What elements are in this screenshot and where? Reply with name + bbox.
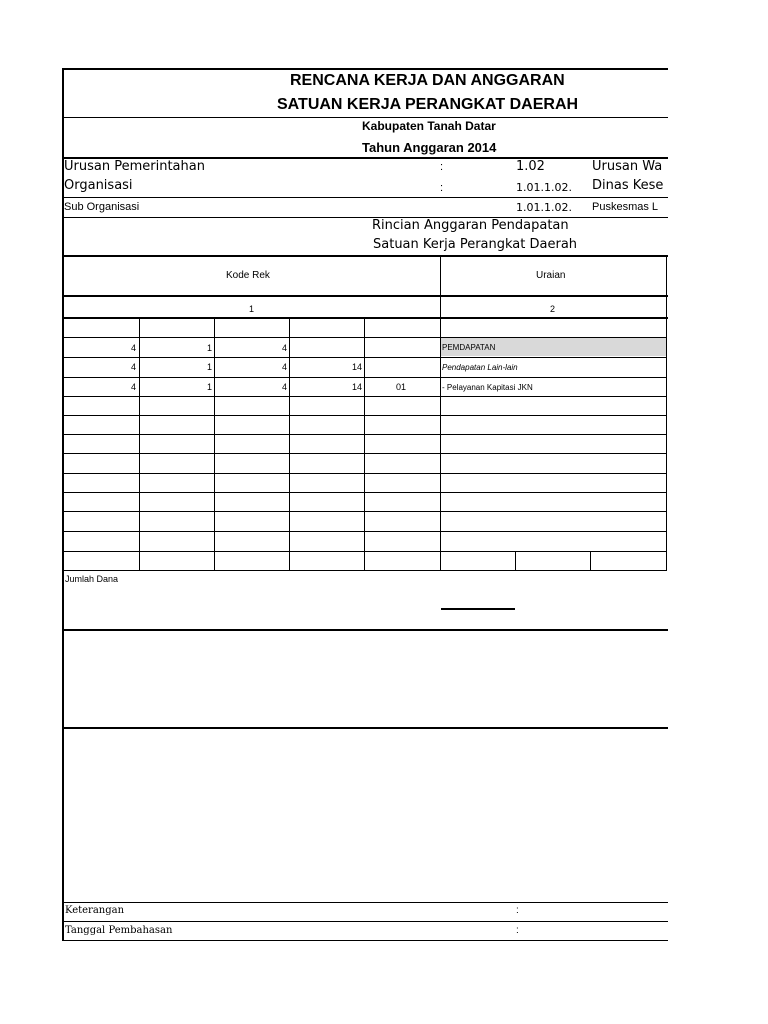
organisasi-code: 1.01.1.02.	[516, 181, 572, 194]
row2-uraian: Pendapatan Lain-lain	[442, 363, 518, 372]
urusan-colon: :	[440, 161, 444, 173]
row3-uraian: - Pelayanan Kapitasi JKN	[442, 383, 533, 392]
organisasi-colon: :	[440, 182, 444, 194]
section-divider	[62, 727, 668, 729]
kabupaten-text: Kabupaten Tanah Datar	[362, 119, 496, 133]
organisasi-name: Dinas Kese	[592, 178, 664, 193]
row3-k4: 14	[351, 382, 362, 392]
row1-k1: 4	[130, 343, 136, 353]
top-border	[62, 68, 668, 70]
tahun-anggaran-text: Tahun Anggaran 2014	[362, 140, 497, 155]
grid-col-line	[364, 318, 365, 571]
grid-col-line	[515, 551, 516, 571]
col-number-kode: 1	[249, 304, 255, 314]
row1-k2: 1	[206, 343, 212, 353]
divider	[62, 197, 668, 198]
rincian-line1: Rincian Anggaran Pendapatan	[372, 218, 569, 233]
section-divider	[62, 629, 668, 631]
divider	[62, 217, 668, 218]
table-top-border	[62, 255, 668, 257]
row3-k3: 4	[281, 382, 287, 392]
rincian-line2: Satuan Kerja Perangkat Daerah	[373, 237, 578, 252]
grid-col-line	[139, 318, 140, 571]
jumlah-underline	[441, 608, 515, 610]
title-line2: SATUAN KERJA PERANGKAT DAERAH	[277, 96, 579, 113]
col-uraian: Uraian	[536, 270, 566, 281]
tanggal-label: Tanggal Pembahasan	[65, 925, 173, 936]
row1-k3: 4	[281, 343, 287, 353]
title-line1: RENCANA KERJA DAN ANGGARAN	[290, 72, 565, 89]
urusan-label: Urusan Pemerintahan	[64, 159, 205, 174]
keterangan-label: Keterangan	[65, 905, 125, 916]
row3-k5: 01	[396, 382, 407, 392]
sub-organisasi-name: Puskesmas L	[592, 201, 659, 213]
divider	[62, 317, 668, 319]
divider	[62, 295, 668, 297]
divider	[62, 117, 668, 118]
row1-uraian: PEMDAPATAN	[442, 343, 496, 352]
tanggal-colon: :	[516, 925, 519, 936]
keterangan-colon: :	[516, 905, 519, 916]
sub-organisasi-code: 1.01.1.02.	[516, 201, 572, 214]
left-border	[62, 68, 64, 941]
row2-k1: 4	[130, 362, 136, 372]
divider	[62, 921, 668, 922]
divider	[62, 902, 668, 903]
grid-col-line	[289, 318, 290, 571]
grid-col-line	[590, 551, 591, 571]
table-right-border	[666, 256, 667, 571]
col-number-uraian: 2	[550, 304, 556, 314]
grid-col-line	[214, 318, 215, 571]
row2-k3: 4	[281, 362, 287, 372]
col-kode-rek: Kode Rek	[226, 270, 270, 281]
row2-k4: 14	[351, 362, 362, 372]
urusan-code: 1.02	[516, 159, 545, 174]
sub-organisasi-label: Sub Organisasi	[64, 201, 140, 213]
row2-k2: 1	[206, 362, 212, 372]
divider	[62, 940, 668, 941]
row3-k2: 1	[206, 382, 212, 392]
jumlah-dana-label: Jumlah Dana	[65, 574, 119, 584]
row3-k1: 4	[130, 382, 136, 392]
urusan-name: Urusan Wa	[592, 159, 663, 174]
organisasi-label: Organisasi	[64, 178, 133, 193]
